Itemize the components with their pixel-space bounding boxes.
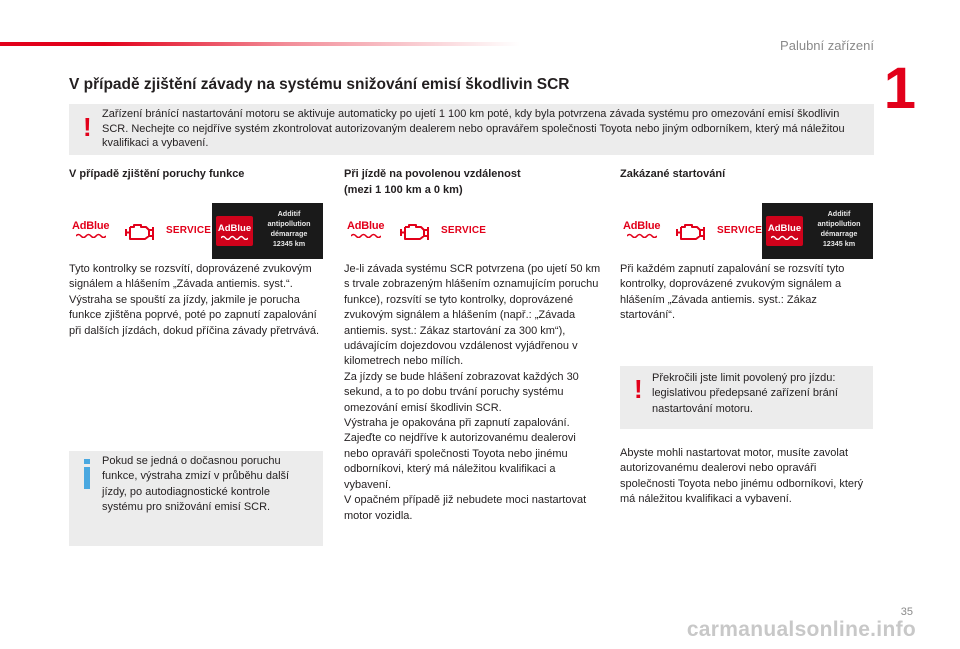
- col1-body: Tyto kontrolky se rozsvítí, doprovázené zvukovým signálem a hlášením „Závada antiemis. syst.“. Výstraha se spouští za jízdy, jakmile je porucha funkce zjištěna poprvé, poté po zapnutí zapalování při dalších jízdách, dokud příčina závady přetrvává.: [69, 263, 320, 337]
- warning-icon: !: [634, 374, 643, 404]
- service-warning-icon: SERVICE: [717, 225, 763, 236]
- col3-warning-text: Překročili jste limit povolený pro jízdu: legislativou předepsané zařízení brání nastartování motoru.: [652, 372, 838, 415]
- header-accent-bar: [0, 42, 520, 46]
- info-text: Pokud se jedná o dočasnou poruchu funkce, výstraha zmizí v průběhu další jízdy, po autodiagnostické kontrole systému pro snižování emisí SCR.: [102, 455, 290, 514]
- col2-heading: Při jízdě na povolenou vzdálenost (mezi 1 100 km a 0 km): [344, 168, 521, 196]
- col3-body2: Abyste mohli nastartovat motor, musíte zavolat autorizovanému dealerovi nebo opraváři společnosti Toyota nebo jinému odborníkovi, který má náležitou kvalifikaci a vybavení.: [620, 447, 864, 506]
- col1-heading: V případě zjištění poruchy funkce: [69, 168, 245, 180]
- col3-body: Při každém zapnutí zapalování se rozsvítí tyto kontrolky, doprovázené zvukovým signálem a hlášením „Závada antiemis. syst.: Zákaz startování“.: [620, 263, 845, 322]
- engine-warning-icon: [398, 220, 432, 244]
- service-warning-icon: SERVICE: [441, 225, 487, 236]
- service-warning-icon: SERVICE: [166, 225, 212, 236]
- page-title: V případě zjištění závady na systému snižování emisí škodlivin SCR: [69, 76, 570, 93]
- adblue-warning-icon: AdBlue: [347, 220, 384, 232]
- dashboard-display: [212, 203, 323, 259]
- top-warning-text: Zařízení bránící nastartování motoru se aktivuje automaticky po ujetí 1 100 km poté, kdy byla potvrzena závada systému pro omezování emisí škodlivin SCR. Nechejte co nejdříve systém zkontrolovat autorizovaným dealerem nebo opravářem společnosti Toyota nebo jiným odborníkem, který má náležitou kvalifikaci a vybavení.: [102, 108, 845, 149]
- dashboard-display: [762, 203, 873, 259]
- info-icon: [83, 459, 91, 489]
- warning-icon: !: [83, 112, 92, 142]
- col3-warning-box: [620, 366, 873, 429]
- section-name: Palubní zařízení: [780, 38, 874, 53]
- watermark: carmanualsonline.info: [686, 618, 916, 641]
- col1-indicator-row: [69, 203, 324, 259]
- page-number: 35: [900, 606, 913, 618]
- col3-indicator-row: [620, 203, 875, 259]
- engine-warning-icon: [674, 220, 708, 244]
- col2-body: Je-li závada systému SCR potvrzena (po ujetí 50 km s trvale zobrazeným hlášením oznamujícím poruchu funkce), rozsvítí se tyto kontrolky, doprovázené zvukovým signálem a hlášením (např.: „Závada antiemis. syst.: Zákaz startování za 300 km“), udávajícím dojezdovou vzdálenost vyjádřenou v kilometrech nebo mílích. Za jízdy se bude hlášení zobrazovat každých 30 sekund, a to po dobu trvání poruchy systému omezování emisí škodlivin SCR. Výstraha je opakována při zapnutí zapalování. Zajeďte co nejdříve k autorizovanému dealerovi nebo opraváři společnosti Toyota nebo jinému odborníkovi, který má náležitou kvalifikaci a vybavení. V opačném případě již nebudete moci nastartovat motor vozidla.: [344, 263, 601, 522]
- display-message: Additif antipollution démarrage 12345 km: [817, 209, 861, 248]
- info-box: [69, 451, 323, 546]
- chapter-number: 1: [883, 56, 916, 121]
- display-adblue-badge: AdBlue: [766, 216, 803, 246]
- adblue-warning-icon: AdBlue: [72, 220, 109, 232]
- col3-heading: Zakázané startování: [620, 168, 726, 180]
- top-warning-box: [69, 104, 874, 155]
- display-message: Additif antipollution démarrage 12345 km: [267, 209, 311, 248]
- col2-indicator-row: [344, 203, 487, 259]
- display-adblue-badge: AdBlue: [216, 216, 253, 246]
- engine-warning-icon: [123, 220, 157, 244]
- adblue-warning-icon: AdBlue: [623, 220, 660, 232]
